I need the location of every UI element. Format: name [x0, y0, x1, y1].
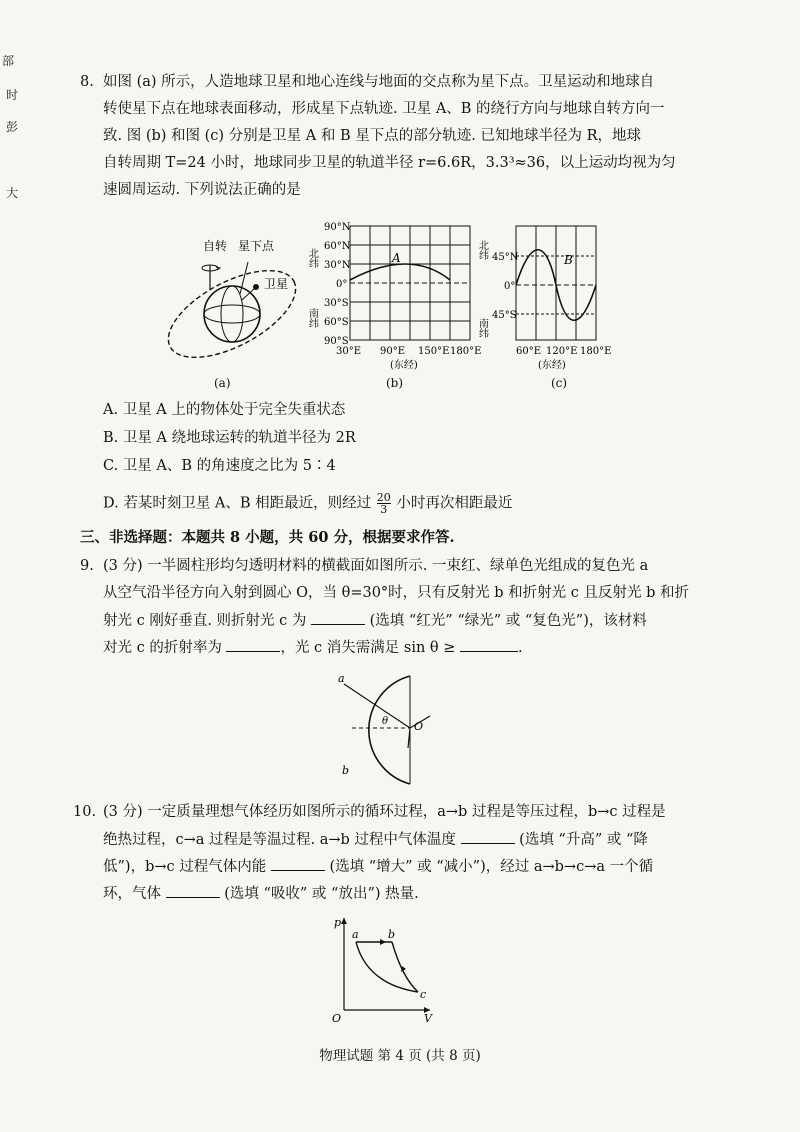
- margin-mark: 彭: [6, 120, 19, 134]
- north-latitude-label: 北纬: [476, 240, 488, 260]
- question-text: 绝热过程，c→a 过程是等温过程. a→b 过程中气体温度 (选填 “升高” 或 “降: [103, 829, 648, 850]
- state-label-c: c: [420, 988, 427, 1001]
- question-text: 射光 c 刚好垂直. 则折射光 c 为 (选填 “红光” “绿光” 或 “复色光”)，该材料: [103, 610, 647, 631]
- question-text: (3 分) 一定质量理想气体经历如图所示的循环过程，a→b 过程是等压过程，b→c 过程是: [103, 804, 666, 820]
- figure-a-caption: (a): [214, 376, 231, 390]
- margin-mark: 部: [2, 54, 15, 68]
- margin-mark: 大: [6, 186, 19, 200]
- figure-q9-half-cylinder: [330, 668, 440, 793]
- answer-blank[interactable]: [226, 637, 280, 652]
- rotation-label: 自转: [203, 239, 228, 253]
- angle-label-theta: θ: [382, 716, 389, 727]
- axis-label-v: V: [424, 1012, 432, 1024]
- question-text: 速圆周运动. 下列说法正确的是: [103, 182, 301, 198]
- curve-label-b: B: [564, 253, 573, 267]
- subpoint-label: 星下点: [238, 239, 275, 253]
- option-d: D. 若某时刻卫星 A、B 相距最近，则经过 $\frac{20}{3}$ 小时再次相距最近: [103, 491, 513, 516]
- svg-text:30°S: 30°S: [324, 298, 349, 309]
- figure-b-ground-track-a: [300, 218, 490, 383]
- figure-a-earth-orbit: [160, 232, 310, 372]
- question-text: 致. 图 (b) 和图 (c) 分别是卫星 A 和 B 星下点的部分轨迹. 已知地球半径为 R，地球: [103, 128, 641, 144]
- state-label-b: b: [388, 928, 396, 941]
- svg-text:120°E: 120°E: [546, 346, 578, 357]
- ray-label-a: a: [338, 672, 345, 685]
- x-unit-label: (东经): [390, 360, 418, 371]
- svg-text:60°N: 60°N: [324, 241, 351, 252]
- svg-text:45°S: 45°S: [492, 310, 517, 321]
- question-text: 转使星下点在地球表面移动，形成星下点轨迹. 卫星 A、B 的绕行方向与地球自转方向一: [103, 101, 665, 117]
- svg-text:90°N: 90°N: [324, 222, 351, 233]
- margin-mark: 时: [6, 88, 19, 102]
- svg-text:180°E: 180°E: [450, 346, 482, 357]
- origin-label: O: [332, 1012, 342, 1024]
- option-a: A. 卫星 A 上的物体处于完全失重状态: [103, 402, 346, 418]
- south-latitude-label: 南纬: [306, 308, 318, 328]
- option-c: C. 卫星 A、B 的角速度之比为 5∶4: [103, 458, 336, 474]
- answer-blank[interactable]: [271, 856, 325, 871]
- figure-b-caption: (b): [386, 376, 404, 390]
- question-text: 对光 c 的折射率为 ，光 c 消失需满足 sin θ ≥ .: [103, 637, 523, 658]
- svg-text:150°E: 150°E: [418, 346, 450, 357]
- figure-c-ground-track-b: [476, 218, 611, 383]
- answer-blank[interactable]: [166, 883, 220, 898]
- svg-text:45°N: 45°N: [492, 252, 519, 263]
- question-text: 环，气体 (选填 “吸收” 或 “放出”) 热量.: [103, 883, 419, 904]
- answer-blank[interactable]: [461, 829, 515, 844]
- center-label-o: O: [414, 720, 424, 733]
- svg-text:60°E: 60°E: [516, 346, 542, 357]
- svg-text:90°S: 90°S: [324, 336, 349, 347]
- x-unit-label: (东经): [538, 360, 566, 371]
- question-number: 9.: [80, 558, 94, 574]
- question-text: 从空气沿半径方向入射到圆心 O，当 θ=30°时，只有反射光 b 和折射光 c 且反射光 b 和折: [103, 585, 690, 601]
- svg-text:0°: 0°: [336, 279, 348, 290]
- answer-blank[interactable]: [311, 610, 365, 625]
- ray-label-b: b: [342, 764, 350, 777]
- state-label-a: a: [352, 928, 359, 941]
- option-b: B. 卫星 A 绕地球运转的轨道半径为 2R: [103, 430, 356, 446]
- answer-blank[interactable]: [460, 637, 518, 652]
- figure-q10-pv-diagram: [322, 912, 442, 1024]
- fraction: $\frac{20}{3}$: [376, 491, 391, 516]
- question-number: 8.: [80, 74, 94, 90]
- svg-text:180°E: 180°E: [580, 346, 611, 357]
- south-latitude-label: 南纬: [476, 318, 488, 338]
- curve-label-a: A: [392, 251, 401, 265]
- figure-c-caption: (c): [551, 376, 568, 390]
- axis-label-p: p: [334, 916, 342, 929]
- question-text: (3 分) 一半圆柱形均匀透明材料的横截面如图所示. 一束红、绿单色光组成的复色光 a: [103, 558, 649, 574]
- question-text: 自转周期 T=24 小时，地球同步卫星的轨道半径 r=6.6R，3.3³≈36，以上运动均视为匀: [103, 155, 676, 171]
- question-number: 10.: [73, 804, 97, 820]
- section-heading: 三、非选择题：本题共 8 小题，共 60 分，根据要求作答.: [80, 529, 455, 546]
- question-text: 如图 (a) 所示，人造地球卫星和地心连线与地面的交点称为星下点。卫星运动和地球自: [103, 74, 655, 90]
- svg-text:0°: 0°: [504, 281, 516, 292]
- svg-text:30°E: 30°E: [336, 346, 362, 357]
- svg-text:90°E: 90°E: [380, 346, 406, 357]
- page-footer: 物理试题 第 4 页 (共 8 页): [319, 1048, 481, 1064]
- question-text: 低”)，b→c 过程气体内能 (选填 “增大” 或 “减小”)，经过 a→b→c→a 一个循: [103, 856, 653, 877]
- north-latitude-label: 北纬: [306, 248, 318, 268]
- svg-text:30°N: 30°N: [324, 260, 351, 271]
- satellite-label: 卫星: [264, 277, 289, 291]
- svg-text:60°S: 60°S: [324, 317, 349, 328]
